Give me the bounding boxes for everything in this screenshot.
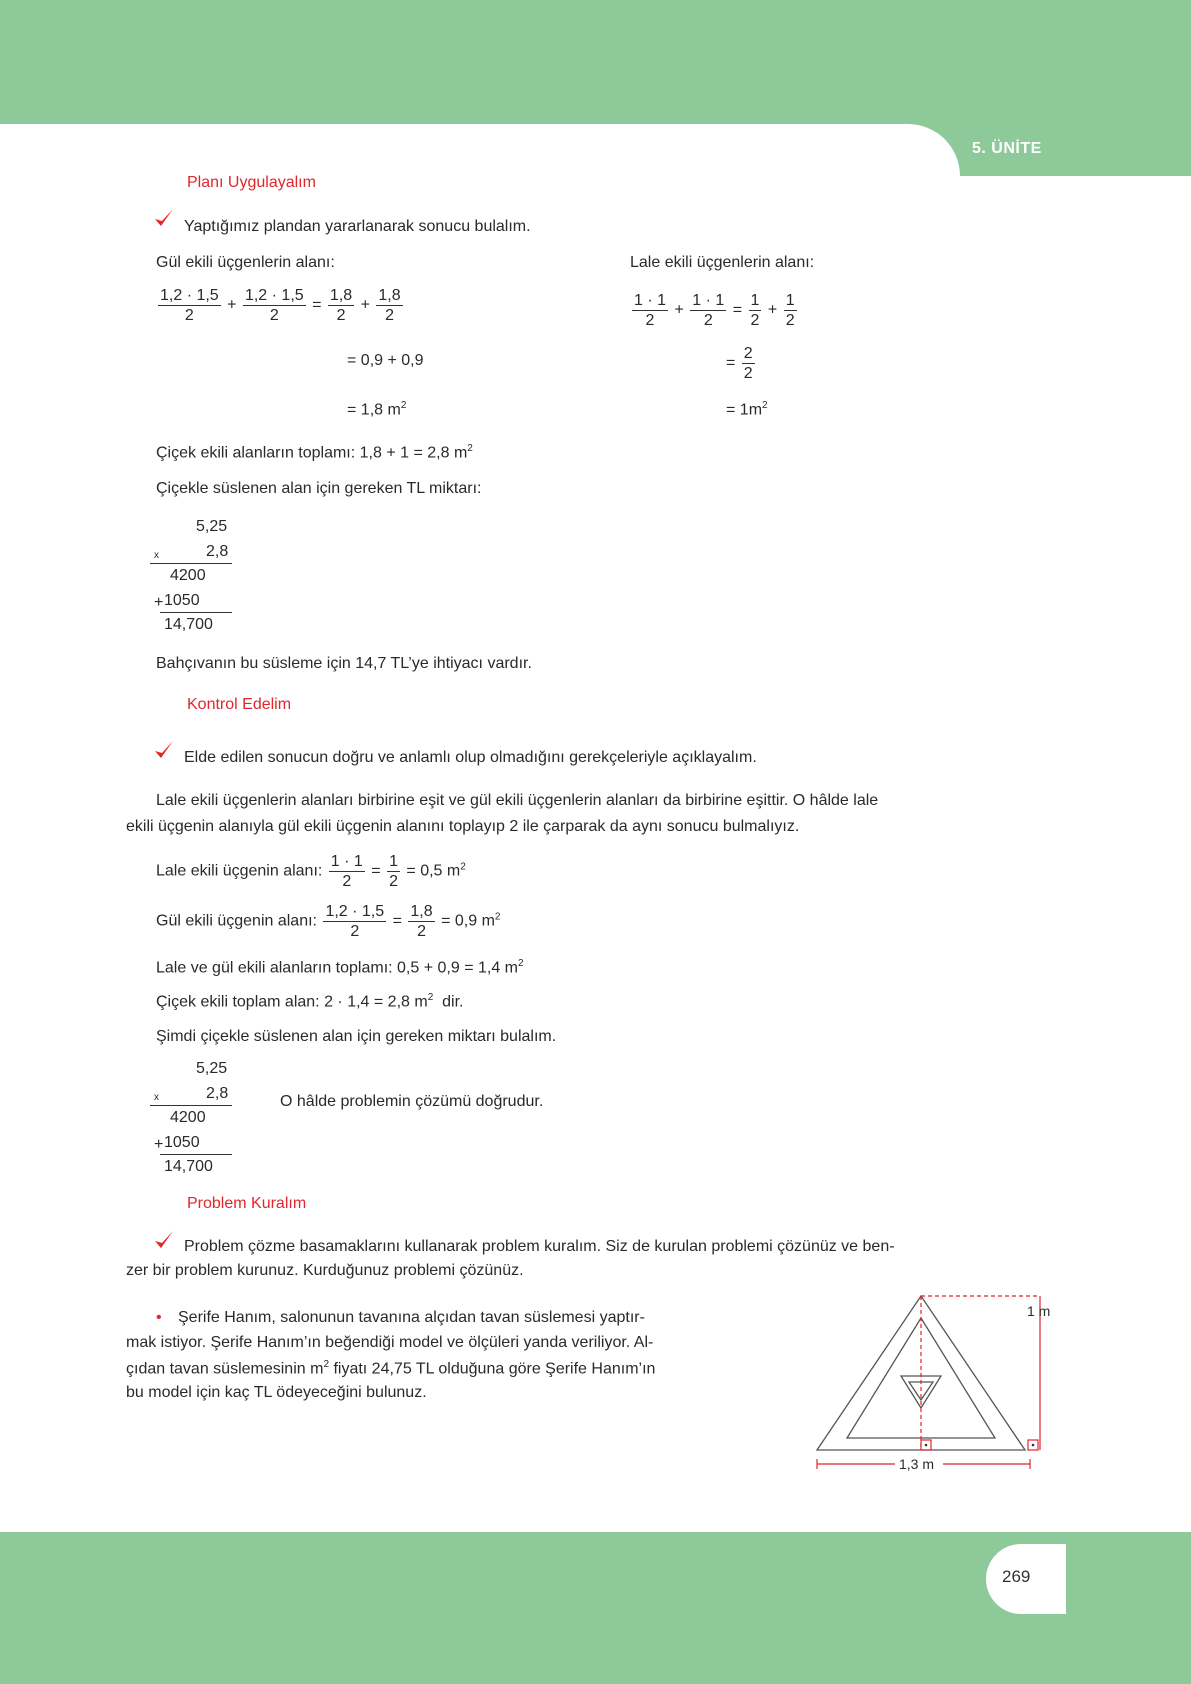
needed-tl: Çiçekle süslenen alan için gereken TL miktarı:	[156, 480, 482, 497]
rose-area-line: Gül ekili üçgenin alanı: $\frac{1,2 \cdot 1,5}{2}$ = $\frac{1,8}{2}$ = 0,9 $m^2$	[156, 903, 501, 940]
tulip-title: Lale ekili üçgenlerin alanı:	[630, 254, 815, 271]
bullet: •	[156, 1309, 162, 1326]
sum-line: Lale ve gül ekili alanların toplamı: 0,5 + 0,9 = 1,4 $m^2$	[156, 958, 524, 977]
tulip-step3: = $1m^2$	[726, 400, 768, 419]
tulip-equation: $\frac{1 \cdot 1}{2}$ + $\frac{1 \cdot 1}{2}$ = $\frac{1}{2}$ + $\frac{1}{2}$	[634, 292, 795, 329]
tulip-step2: = $\frac{2}{2}$	[726, 345, 753, 382]
check-correct: O hâlde problemin çözümü doğrudur.	[280, 1093, 544, 1110]
check-intro: Elde edilen sonucun doğru ve anlamlı olup olmadığını gerekçeleriyle açıklayalım.	[184, 749, 757, 766]
rose-step3: = 1,8 $m^2$	[347, 400, 407, 419]
problem-line1: Şerife Hanım, salonunun tavanına alçıdan tavan süslemesi yaptır-	[178, 1309, 645, 1326]
rose-title: Gül ekili üçgenlerin alanı:	[156, 254, 335, 271]
unit-tab	[900, 124, 1191, 176]
total-flower-area: Çiçek ekili alanların toplamı: 1,8 + 1 = 2,8 $m^2$	[156, 443, 473, 462]
page-number: 269	[1002, 1567, 1031, 1586]
build-intro-line1: Problem çözme basamaklarını kullanarak problem kuralım. Siz de kurulan problemi çözünüz ve ben-	[184, 1238, 895, 1255]
now-line: Şimdi çiçekle süslenen alan için gereken miktarı bulalım.	[156, 1028, 557, 1045]
apply-conclusion: Bahçıvanın bu süsleme için 14,7 TL’ye ihtiyacı vardır.	[156, 655, 532, 672]
build-intro-line2: zer bir problem kurunuz. Kurduğunuz problemi çözünüz.	[126, 1262, 524, 1279]
problem-line3: çıdan tavan süslemesinin $m^2$ fiyatı 24,75 TL olduğuna göre Şerife Hanım’ın	[126, 1359, 656, 1378]
check-paragraph-line1: Lale ekili üçgenlerin alanları birbirine eşit ve gül ekili üçgenlerin alanları da birbirine eşittir. O hâlde lale	[156, 792, 879, 809]
checkmark-icon	[153, 1229, 175, 1251]
problem-line4: bu model için kaç TL ödeyeceğini bulunuz.	[126, 1384, 427, 1401]
heading-build: Problem Kuralım	[187, 1195, 307, 1212]
height-label: 1 m	[1027, 1303, 1051, 1319]
rose-equation: $\frac{1,2 \cdot 1,5}{2}$ + $\frac{1,2 \cdot 1,5}{2}$ = $\frac{1,8}{2}$ + $\frac{1,8}{2}$	[160, 287, 401, 324]
checkmark-icon	[153, 739, 175, 761]
problem-line2: mak istiyor. Şerife Hanım’ın beğendiği model ve ölçüleri yanda veriliyor. Al-	[126, 1334, 654, 1351]
tulip-area-line: Lale ekili üçgenin alanı: $\frac{1 \cdot 1}{2}$ = $\frac{1}{2}$ = 0,5 $m^2$	[156, 853, 466, 890]
width-label: 1,3 m	[899, 1456, 935, 1472]
total-line: Çiçek ekili toplam alan: 2 · 1,4 = 2,8 $m^2$ dir.	[156, 992, 464, 1011]
rose-step2: = 0,9 + 0,9	[347, 352, 424, 369]
checkmark-icon	[153, 207, 175, 229]
check-paragraph-line2: ekili üçgenin alanıyla gül ekili üçgenin alanını toplayıp 2 ile çarparak da aynı sonucu bulmalıyız.	[126, 818, 800, 835]
apply-intro: Yaptığımız plandan yararlanarak sonucu bulalım.	[184, 218, 531, 235]
heading-apply: Planı Uygulayalım	[187, 174, 316, 191]
heading-check: Kontrol Edelim	[187, 696, 292, 713]
top-band	[0, 0, 1191, 124]
unit-label: 5. ÜNİTE	[972, 140, 1042, 157]
